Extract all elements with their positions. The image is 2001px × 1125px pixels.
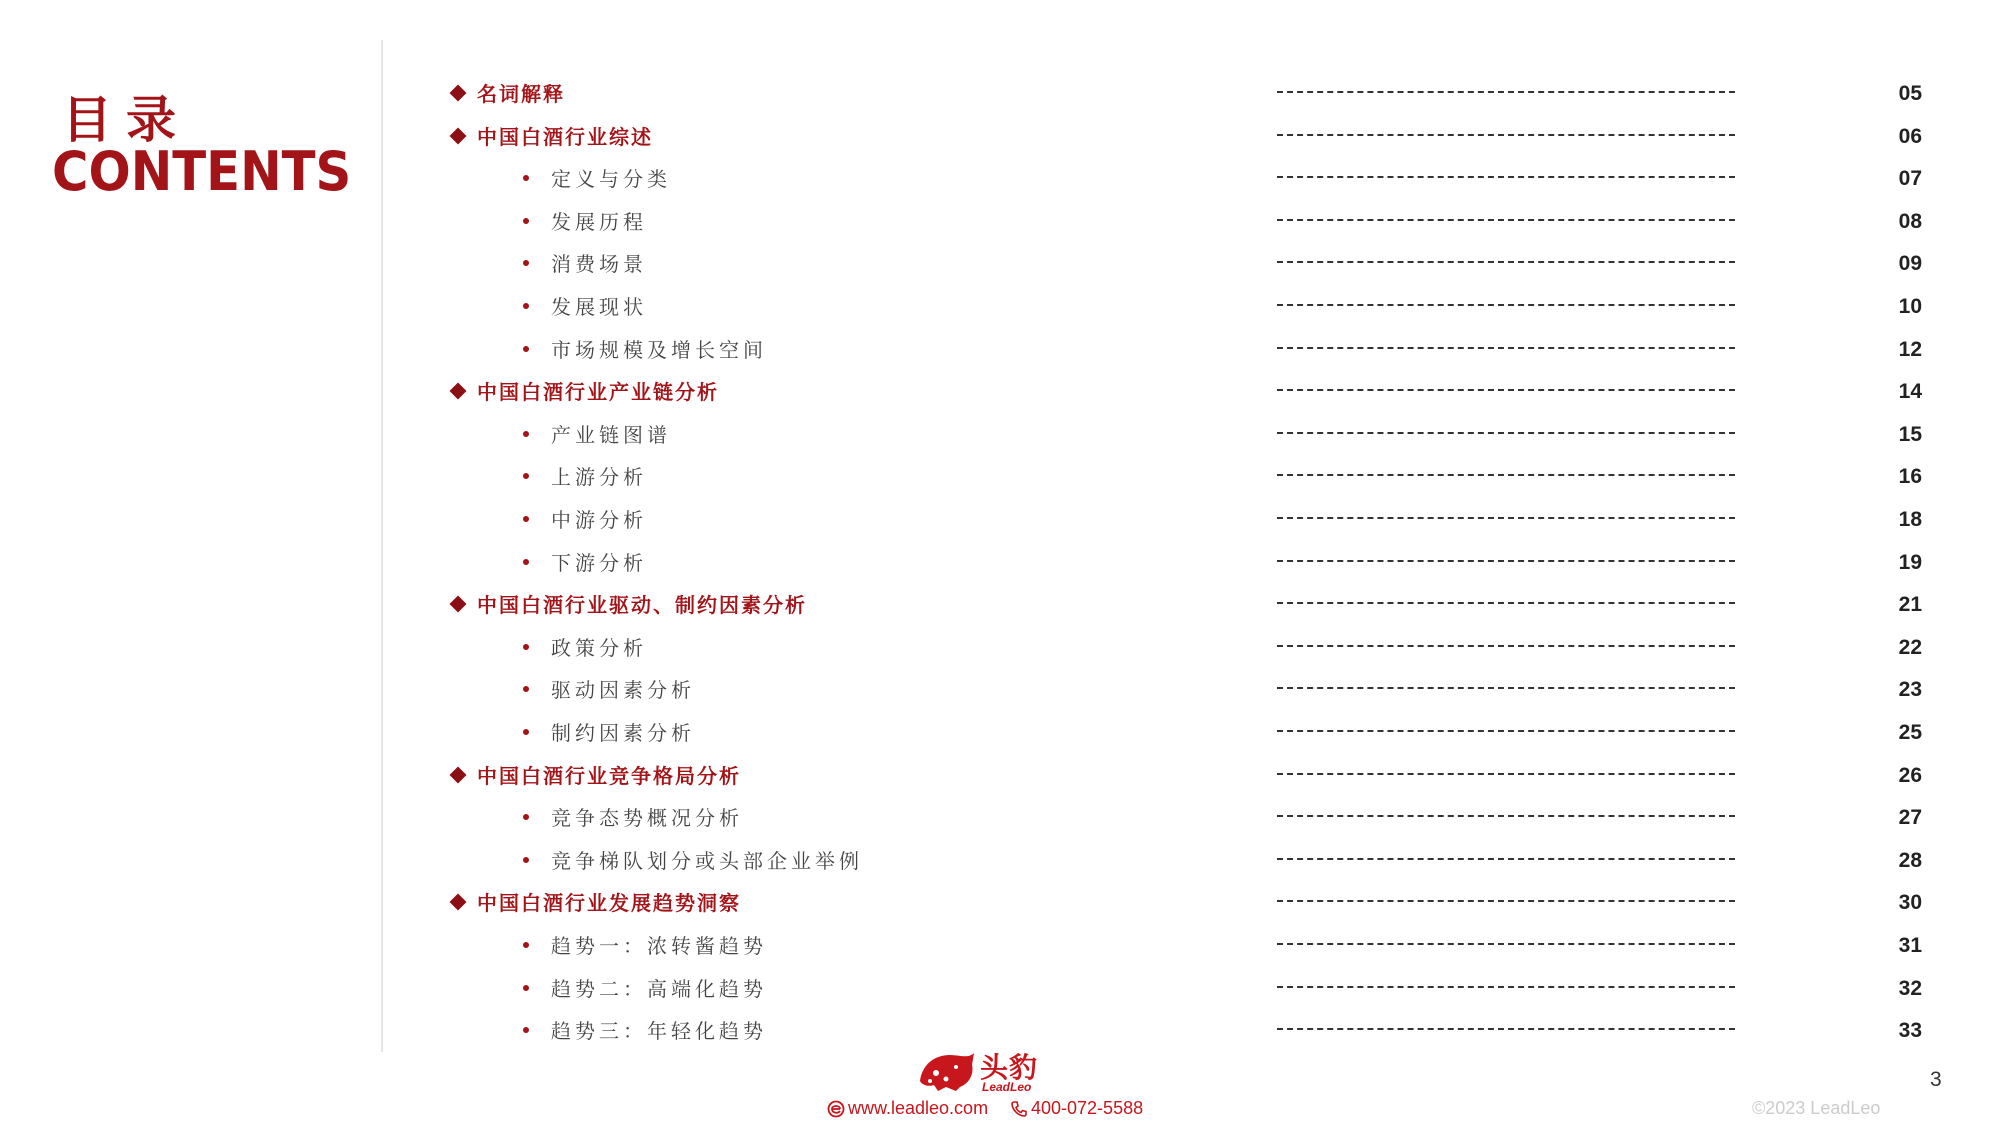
- toc-page-number: 18: [1898, 508, 1922, 531]
- toc-leader-line: [1277, 986, 1735, 988]
- toc-subsection[interactable]: [0, 249, 2001, 279]
- toc-subsection[interactable]: [0, 420, 2001, 450]
- toc-leader-line: [1277, 773, 1735, 775]
- toc-page-number: 05: [1898, 82, 1922, 105]
- toc-leader-line: [1277, 432, 1735, 434]
- toc-leader-line: [1277, 858, 1735, 860]
- globe-e-icon: [827, 1100, 845, 1118]
- toc-subsection[interactable]: [0, 505, 2001, 535]
- dot-bullet-icon: [523, 985, 529, 991]
- toc-page-number: 31: [1898, 934, 1922, 957]
- toc-label: 趋势一：浓转酱趋势: [551, 934, 767, 958]
- page-number: 3: [1930, 1068, 1942, 1091]
- phone-text: 400-072-5588: [1031, 1098, 1144, 1118]
- toc-label: 政策分析: [551, 636, 647, 660]
- toc-label: 产业链图谱: [551, 423, 671, 447]
- toc-leader-line: [1277, 219, 1735, 221]
- toc-section[interactable]: [0, 888, 2001, 918]
- dot-bullet-icon: [523, 346, 529, 352]
- dot-bullet-icon: [523, 431, 529, 437]
- dot-bullet-icon: [523, 942, 529, 948]
- toc-subsection[interactable]: [0, 633, 2001, 663]
- toc-subsection[interactable]: [0, 931, 2001, 961]
- toc-page-number: 15: [1898, 423, 1922, 446]
- toc-subsection[interactable]: [0, 462, 2001, 492]
- toc-subsection[interactable]: [0, 548, 2001, 578]
- toc-label: 中国白酒行业产业链分析: [477, 380, 719, 404]
- toc-label: 中国白酒行业综述: [477, 125, 653, 149]
- toc-leader-line: [1277, 389, 1735, 391]
- toc-label: 市场规模及增长空间: [551, 338, 767, 362]
- toc-subsection[interactable]: [0, 335, 2001, 365]
- toc-label: 驱动因素分析: [551, 678, 695, 702]
- diamond-bullet-icon: [450, 596, 467, 613]
- dot-bullet-icon: [523, 686, 529, 692]
- toc-page-number: 22: [1898, 636, 1922, 659]
- dot-bullet-icon: [523, 559, 529, 565]
- toc-page-number: 16: [1898, 465, 1922, 488]
- toc-label: 中国白酒行业发展趋势洞察: [477, 891, 741, 915]
- toc-page-number: 19: [1898, 551, 1922, 574]
- brand-name-en: LeadLeo: [982, 1080, 1032, 1094]
- page-title-cn: 目录: [62, 90, 190, 149]
- toc-subsection[interactable]: [0, 803, 2001, 833]
- toc-page-number: 28: [1898, 849, 1922, 872]
- dot-bullet-icon: [523, 175, 529, 181]
- toc-label: 消费场景: [551, 252, 647, 276]
- toc-subsection[interactable]: [0, 164, 2001, 194]
- toc-label: 竞争梯队划分或头部企业举例: [551, 849, 863, 873]
- toc-label: 发展现状: [551, 295, 647, 319]
- toc-label: 趋势三：年轻化趋势: [551, 1019, 767, 1043]
- diamond-bullet-icon: [450, 85, 467, 102]
- dot-bullet-icon: [523, 516, 529, 522]
- toc-leader-line: [1277, 176, 1735, 178]
- toc-section[interactable]: [0, 590, 2001, 620]
- toc-label: 竞争态势概况分析: [551, 806, 743, 830]
- toc-leader-line: [1277, 91, 1735, 93]
- dot-bullet-icon: [523, 260, 529, 266]
- diamond-bullet-icon: [450, 383, 467, 400]
- toc-label: 下游分析: [551, 551, 647, 575]
- dot-bullet-icon: [523, 729, 529, 735]
- toc-page-number: 23: [1898, 678, 1922, 701]
- website-text: www.leadleo.com: [848, 1098, 989, 1118]
- toc-page-number: 33: [1898, 1019, 1922, 1042]
- toc-label: 中国白酒行业驱动、制约因素分析: [477, 593, 807, 617]
- toc-page-number: 09: [1898, 252, 1922, 275]
- toc-page-number: 12: [1898, 338, 1922, 361]
- dot-bullet-icon: [523, 473, 529, 479]
- toc-leader-line: [1277, 347, 1735, 349]
- toc-page-number: 06: [1898, 125, 1922, 148]
- dot-bullet-icon: [523, 218, 529, 224]
- page-title-en: CONTENTS: [52, 140, 352, 203]
- toc-label: 趋势二：高端化趋势: [551, 977, 767, 1001]
- toc-subsection[interactable]: [0, 292, 2001, 322]
- toc-leader-line: [1277, 474, 1735, 476]
- brand-name-cn: 头豹: [980, 1051, 1039, 1084]
- toc-page-number: 10: [1898, 295, 1922, 318]
- toc-leader-line: [1277, 1028, 1735, 1030]
- toc-label: 定义与分类: [551, 167, 671, 191]
- toc-leader-line: [1277, 943, 1735, 945]
- toc-label: 上游分析: [551, 465, 647, 489]
- toc-page-number: 27: [1898, 806, 1922, 829]
- dot-bullet-icon: [523, 814, 529, 820]
- website-link[interactable]: [827, 1096, 988, 1120]
- toc-subsection[interactable]: [0, 1016, 2001, 1046]
- toc-section[interactable]: [0, 761, 2001, 791]
- phone-icon: [1010, 1100, 1028, 1118]
- toc-label: 中国白酒行业竞争格局分析: [477, 764, 741, 788]
- toc-subsection[interactable]: [0, 846, 2001, 876]
- toc-subsection[interactable]: [0, 675, 2001, 705]
- diamond-bullet-icon: [450, 128, 467, 145]
- phone-number: [1010, 1096, 1143, 1120]
- diamond-bullet-icon: [450, 767, 467, 784]
- dot-bullet-icon: [523, 857, 529, 863]
- toc-page-number: 25: [1898, 721, 1922, 744]
- toc-page-number: 21: [1898, 593, 1922, 616]
- toc-section[interactable]: [0, 122, 2001, 152]
- toc-section[interactable]: [0, 79, 2001, 109]
- toc-leader-line: [1277, 815, 1735, 817]
- toc-label: 名词解释: [477, 82, 565, 106]
- toc-section[interactable]: [0, 377, 2001, 407]
- toc-label: 发展历程: [551, 210, 647, 234]
- toc-leader-line: [1277, 645, 1735, 647]
- toc-page-number: 08: [1898, 210, 1922, 233]
- dot-bullet-icon: [523, 303, 529, 309]
- toc-subsection[interactable]: [0, 718, 2001, 748]
- dot-bullet-icon: [523, 1027, 529, 1033]
- toc-leader-line: [1277, 560, 1735, 562]
- toc-leader-line: [1277, 602, 1735, 604]
- toc-leader-line: [1277, 304, 1735, 306]
- dot-bullet-icon: [523, 644, 529, 650]
- toc-leader-line: [1277, 134, 1735, 136]
- toc-page-number: 26: [1898, 764, 1922, 787]
- toc-label: 制约因素分析: [551, 721, 695, 745]
- toc-leader-line: [1277, 900, 1735, 902]
- toc-label: 中游分析: [551, 508, 647, 532]
- toc-page-number: 32: [1898, 977, 1922, 1000]
- diamond-bullet-icon: [450, 894, 467, 911]
- toc-leader-line: [1277, 517, 1735, 519]
- toc-page-number: 07: [1898, 167, 1922, 190]
- toc-leader-line: [1277, 261, 1735, 263]
- toc-subsection[interactable]: [0, 974, 2001, 1004]
- copyright-text: ©2023 LeadLeo: [1752, 1098, 1881, 1118]
- toc-page-number: 14: [1898, 380, 1922, 403]
- toc-subsection[interactable]: [0, 207, 2001, 237]
- toc-leader-line: [1277, 687, 1735, 689]
- toc-page-number: 30: [1898, 891, 1922, 914]
- toc-leader-line: [1277, 730, 1735, 732]
